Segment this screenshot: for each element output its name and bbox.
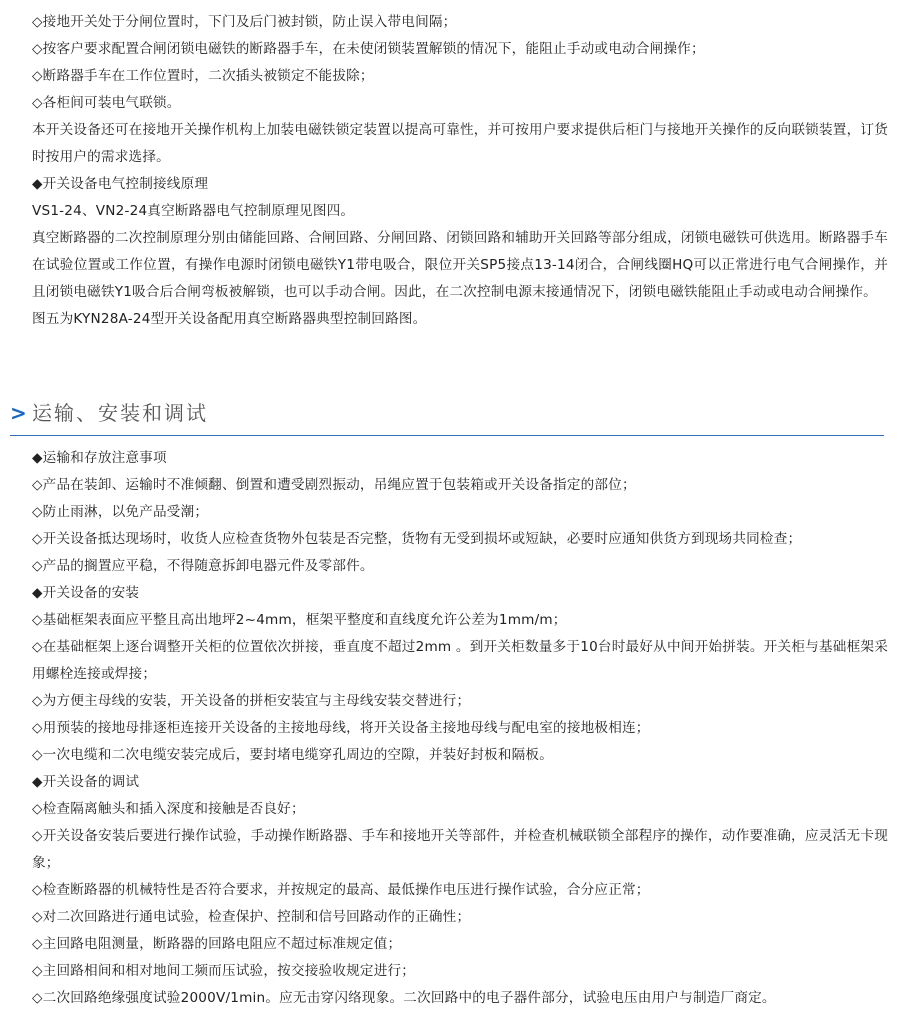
paragraph: ◇防止雨淋，以免产品受潮； bbox=[32, 504, 209, 520]
paragraph: ◇主回路电阻测量，断路器的回路电阻应不超过标准规定值； bbox=[32, 936, 402, 952]
paragraph: VS1-24、VN2-24真空断路器电气控制原理见图四。 bbox=[32, 203, 355, 219]
paragraph: ◇主回路相间和相对地间工频而压试验，按交接验收规定进行； bbox=[32, 963, 416, 979]
paragraph: ◇用预装的接地母排逐柜连接开关设备的主接地母线，将开关设备主接地母线与配电室的接地极相连； bbox=[32, 720, 650, 736]
paragraph: ◇对二次回路进行通电试验，检查保护、控制和信号回路动作的正确性； bbox=[32, 909, 471, 925]
paragraph: 本开关设备还可在接地开关操作机构上加装电磁铁锁定装置以提高可靠性，并可按用户要求提供后柜门与接地开关操作的反向联锁装置，订货时按用户的需求选择。 bbox=[32, 122, 888, 165]
paragraph: ◇在基础框架上逐台调整开关柜的位置依次拼接，垂直度不超过2mm 。到开关柜数量多于10台时最好从中间开始拼装。开关柜与基础框架采用螺栓连接或焊接； bbox=[32, 639, 888, 682]
paragraph: ◇断路器手车在工作位置时，二次插头被锁定不能拔除； bbox=[32, 68, 374, 84]
subheading: ◆运输和存放注意事项 bbox=[32, 450, 167, 466]
paragraph: ◇按客户要求配置合闸闭锁电磁铁的断路器手车，在未使闭锁装置解锁的情况下，能阻止手动或电动合闸操作； bbox=[32, 41, 705, 57]
paragraph: ◇各柜间可装电气联锁。 bbox=[32, 95, 181, 111]
paragraph: ◇检查断路器的机械特性是否符合要求，并按规定的最高、最低操作电压进行操作试验，合分应正常； bbox=[32, 882, 650, 898]
paragraph: ◇一次电缆和二次电缆安装完成后，要封堵电缆穿孔周边的空隙，并装好封板和隔板。 bbox=[32, 747, 554, 763]
paragraph: ◇接地开关处于分闸位置时，下门及后门被封锁，防止误入带电间隔； bbox=[32, 14, 457, 30]
paragraph: 图五为KYN28A-24型开关设备配用真空断路器典型控制回路图。 bbox=[32, 311, 427, 327]
section-header bbox=[10, 396, 884, 436]
subheading: ◆开关设备的调试 bbox=[32, 774, 140, 790]
chevron-right-icon: > bbox=[10, 401, 27, 425]
paragraph: ◇开关设备安装后要进行操作试验，手动操作断路器、手车和接地开关等部件，并检查机械联锁全部程序的操作，动作要准确，应灵活无卡现象； bbox=[32, 828, 888, 871]
paragraph: ◇基础框架表面应平整且高出地坪2~4mm，框架平整度和直线度允许公差为1mm/m； bbox=[32, 612, 567, 628]
paragraph: 真空断路器的二次控制原理分别由储能回路、合闸回路、分闸回路、闭锁回路和辅助开关回路等部分组成，闭锁电磁铁可供选用。断路器手车在试验位置或工作位置，有操作电源时闭锁电磁铁Y1带电吸合，限位开关SP5接点13-14闭合，合闸线圈HQ可以正常进行电气合闸操作，并且闭锁电磁铁Y1吸合后合闸弯板被解锁，也可以手动合闸。因此，在二次控制电源末接通情况下，闭锁电磁铁能阻止手动或电动合闸操作。 bbox=[32, 230, 888, 300]
paragraph: ◇为方便主母线的安装，开关设备的拼柜安装宜与主母线安装交替进行； bbox=[32, 693, 471, 709]
transport-installation-text bbox=[32, 445, 888, 1012]
interlock-and-control-text bbox=[32, 9, 888, 333]
paragraph: ◇开关设备抵达现场时，收货人应检查货物外包装是否完整，货物有无受到损坏或短缺，必要时应通知供货方到现场共同检查； bbox=[32, 531, 802, 547]
paragraph: ◇二次回路绝缘强度试验2000V/1min。应无击穿闪络现象。二次回路中的电子器件部分，试验电压由用户与制造厂商定。 bbox=[32, 990, 776, 1006]
paragraph: ◇检查隔离触头和插入深度和接触是否良好； bbox=[32, 801, 305, 817]
subheading: ◆开关设备的安装 bbox=[32, 585, 140, 601]
paragraph: ◇产品的搁置应平稳，不得随意拆卸电器元件及零部件。 bbox=[32, 558, 374, 574]
section-title: 运输、安装和调试 bbox=[32, 401, 208, 425]
subheading: ◆开关设备电气控制接线原理 bbox=[32, 176, 209, 192]
paragraph: ◇产品在装卸、运输时不准倾翻、倒置和遭受剧烈振动，吊绳应置于包装箱或开关设备指定的部位； bbox=[32, 477, 636, 493]
